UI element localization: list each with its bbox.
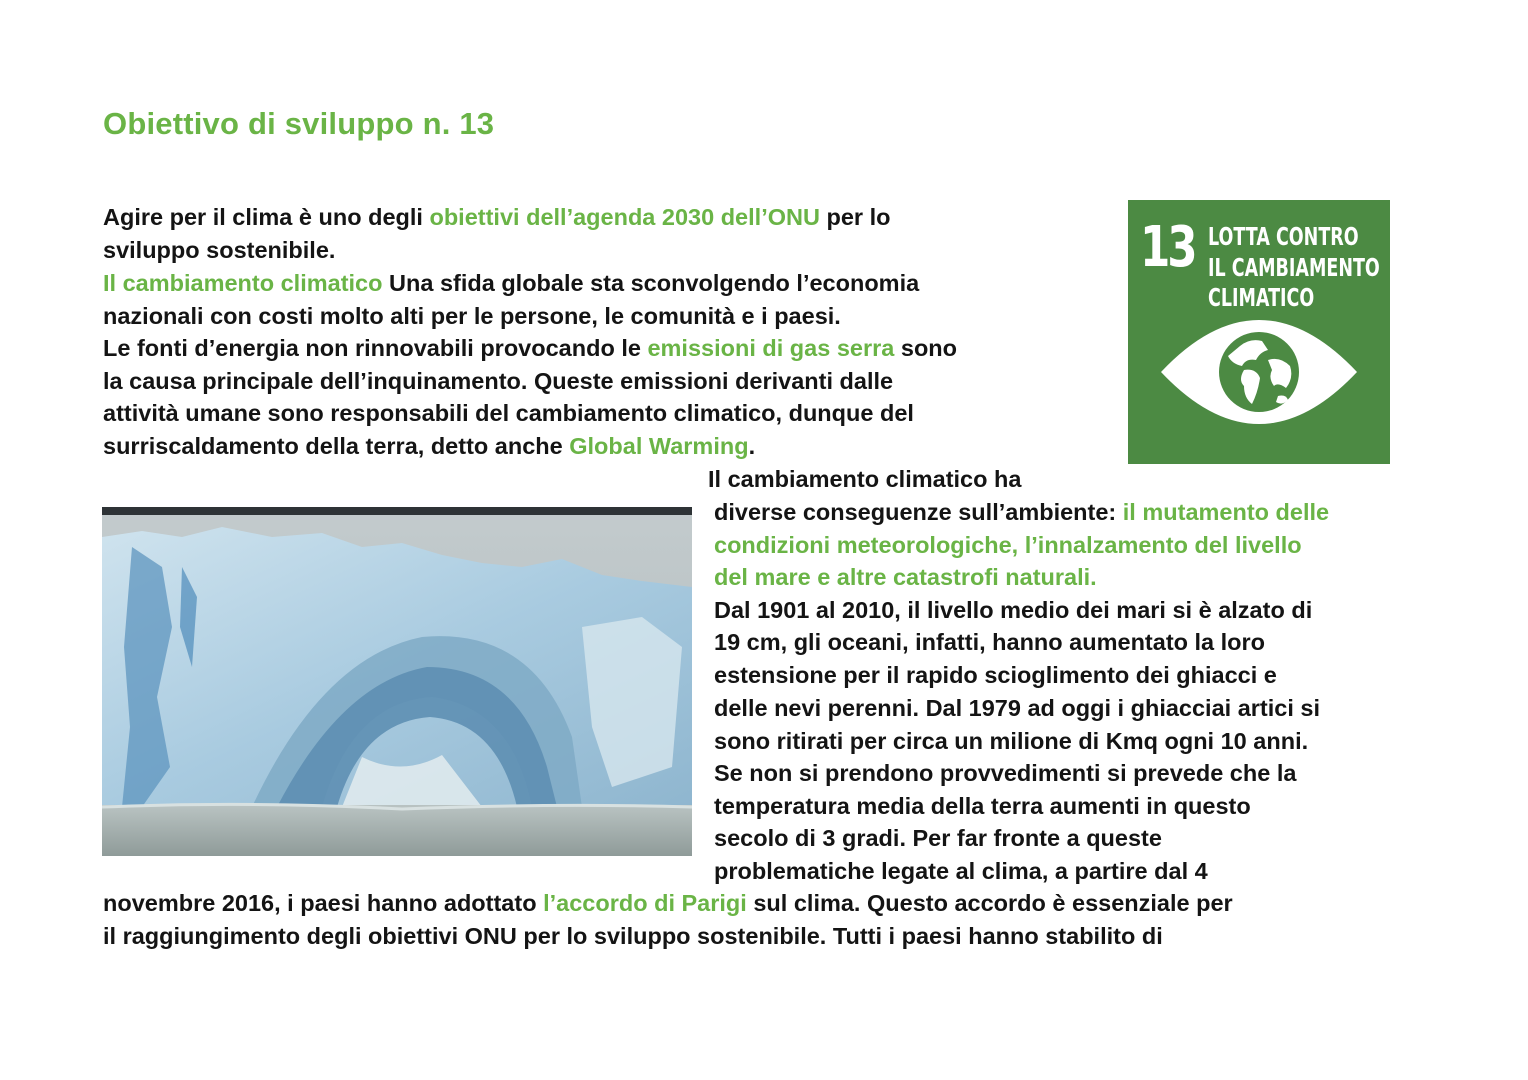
sdg-number: 13	[1140, 215, 1195, 280]
text-line: la causa principale dell’inquinamento. Queste emissioni derivanti dalle	[103, 368, 894, 394]
text-line: estensione per il rapido scioglimento dei ghiacci e	[714, 662, 1277, 688]
sdg-13-badge	[1128, 200, 1390, 464]
text-line: secolo di 3 gradi. Per far fronte a queste	[714, 825, 1162, 851]
text-line: Il cambiamento climatico ha	[708, 466, 1022, 492]
highlight-accordo-parigi: l’accordo di Parigi	[543, 890, 747, 916]
text-line: del mare e altre catastrofi naturali.	[714, 564, 1097, 590]
text-line: Il cambiamento climatico Una sfida globale sta sconvolgendo l’economia	[103, 270, 920, 296]
highlight-agenda-2030: obiettivi dell’agenda 2030 dell’ONU	[429, 204, 820, 230]
text-line: condizioni meteorologiche, l’innalzamento del livello	[714, 532, 1302, 558]
sdg-goal-title: LOTTA CONTRO IL CAMBIAMENTO CLIMATICO	[1208, 222, 1380, 312]
text-line: problematiche legate al clima, a partire dal 4	[714, 858, 1208, 884]
text-line: novembre 2016, i paesi hanno adottato l’accordo di Parigi sul clima. Questo accordo è essenziale per	[103, 890, 1233, 916]
text-line: sono ritirati per circa un milione di Kmq ogni 10 anni.	[714, 728, 1309, 754]
text-line: Dal 1901 al 2010, il livello medio dei mari si è alzato di	[714, 597, 1313, 623]
text-line: Le fonti d’energia non rinnovabili provocando le emissioni di gas serra sono	[103, 335, 958, 361]
text-line: attività umane sono responsabili del cambiamento climatico, dunque del	[103, 400, 914, 426]
page-title: Obiettivo di sviluppo n. 13	[103, 106, 495, 141]
text-line: Agire per il clima è uno degli obiettivi dell’agenda 2030 dell’ONU per lo	[103, 204, 891, 230]
text-line: sviluppo sostenibile.	[103, 237, 336, 263]
text-line: diverse conseguenze sull’ambiente: il mutamento delle	[714, 499, 1330, 525]
highlight-cambiamento-climatico: Il cambiamento climatico	[103, 270, 383, 296]
text-line: surriscaldamento della terra, detto anche Global Warming.	[103, 433, 756, 459]
text-line: Se non si prendono provvedimenti si prevede che la	[714, 760, 1297, 786]
text-line: delle nevi perenni. Dal 1979 ad oggi i ghiacciai artici si	[714, 695, 1321, 721]
text-line: temperatura media della terra aumenti in questo	[714, 793, 1251, 819]
highlight-mutamento: il mutamento delle	[1122, 499, 1330, 525]
text-line: nazionali con costi molto alti per le persone, le comunità e i paesi.	[103, 303, 841, 329]
highlight-global-warming: Global Warming	[569, 433, 749, 459]
text-line: il raggiungimento degli obiettivi ONU per lo sviluppo sostenibile. Tutti i paesi hanno stabilito di	[103, 923, 1163, 949]
highlight-emissioni-gas-serra: emissioni di gas serra	[647, 335, 895, 361]
text-line: 19 cm, gli oceani, infatti, hanno aumentato la loro	[714, 629, 1266, 655]
glacier-arch-photo	[102, 507, 692, 856]
